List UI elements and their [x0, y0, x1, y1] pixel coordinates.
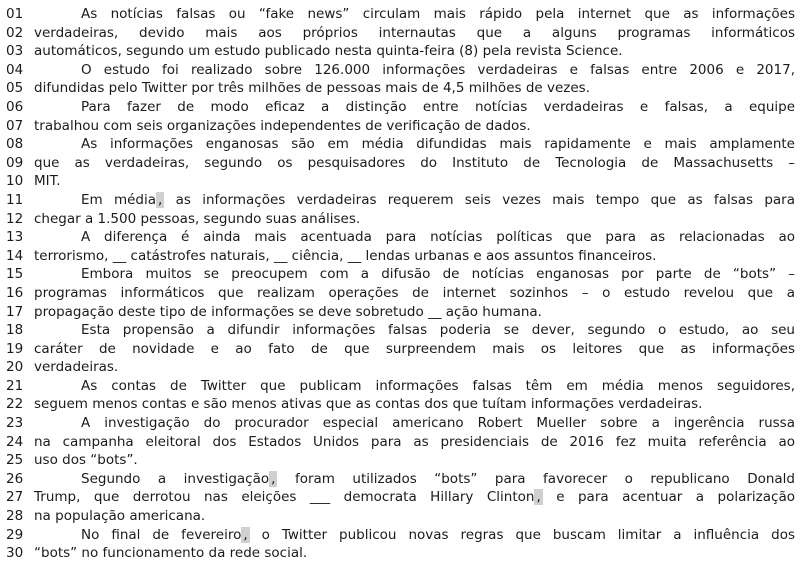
text-line: [0, 265, 800, 284]
text-segment: seguem menos contas e são menos ativas que as contas dos que tuítam informações verdadeiras.: [34, 396, 703, 413]
line-text: [34, 210, 800, 229]
line-text: [34, 247, 800, 266]
text-segment: na população americana.: [34, 508, 206, 525]
text-segment: na campanha eleitoral dos Estados Unidos para as presidenciais de 2016 fez muita referência ao: [34, 433, 795, 450]
text-line: [0, 414, 800, 433]
text-segment: as informações verdadeiras requerem seis vezes mais tempo que as falsas para: [164, 191, 795, 208]
line-number: 30: [6, 545, 24, 562]
line-text: [34, 265, 800, 284]
line-text: [34, 79, 800, 98]
text-segment: Embora muitos se preocupem com a difusão de notícias enganosas por parte de “bots” –: [81, 266, 795, 283]
line-text: [34, 98, 800, 117]
text-segment: Em média: [81, 191, 157, 208]
text-line: [0, 79, 800, 98]
highlighted-comma: ,: [158, 191, 163, 208]
text-line: [0, 61, 800, 80]
text-line: [0, 526, 800, 545]
line-text: [34, 42, 800, 61]
highlighted-comma: ,: [271, 470, 276, 487]
line-text: [34, 395, 800, 414]
text-line: [0, 284, 800, 303]
line-text: [34, 544, 800, 563]
line-text: [34, 24, 800, 43]
text-line: [0, 321, 800, 340]
text-line: [0, 228, 800, 247]
line-number: 06: [6, 98, 24, 115]
text-segment: o Twitter publicou novas regras que buscam limitar a influência dos: [249, 526, 795, 543]
text-segment: O estudo foi realizado sobre 126.000 informações verdadeiras e falsas entre 2006 e 2017,: [81, 61, 795, 78]
text-segment: Trump, que derrotou nas eleições ___ democrata Hillary Clinton: [34, 489, 535, 506]
text-line: [0, 135, 800, 154]
text-line: [0, 358, 800, 377]
text-segment: As contas de Twitter que publicam informações falsas têm em média menos seguidores,: [81, 377, 795, 394]
text-lines: [0, 5, 800, 563]
text-segment: e para acentuar a polarização: [542, 489, 795, 506]
text-line: [0, 470, 800, 489]
line-number: 28: [6, 508, 24, 525]
text-line: [0, 303, 800, 322]
text-segment: difundidas pelo Twitter por três milhões de pessoas mais de 4,5 milhões de vezes.: [34, 80, 590, 97]
line-number: 01: [6, 6, 24, 22]
line-text: [34, 414, 800, 433]
line-number: 23: [6, 415, 24, 432]
text-segment: No final de fevereiro: [81, 526, 242, 543]
line-text: [34, 507, 800, 526]
line-text: [34, 228, 800, 247]
text-segment: trabalhou com seis organizações independentes de verificação de dados.: [34, 117, 531, 134]
line-text: [34, 284, 800, 303]
line-text: [34, 61, 800, 80]
line-text: [34, 321, 800, 340]
highlighted-comma: ,: [243, 526, 248, 543]
line-text: [34, 377, 800, 396]
text-segment: “bots” no funcionamento da rede social.: [34, 545, 308, 562]
line-text: [34, 433, 800, 452]
line-number: 25: [6, 452, 24, 469]
line-text: [34, 340, 800, 359]
text-segment: chegar a 1.500 pessoas, segundo suas análises.: [34, 210, 361, 227]
line-text: [34, 117, 800, 136]
line-number: 08: [6, 136, 24, 153]
text-line: [0, 5, 800, 24]
line-number: 20: [6, 359, 24, 376]
text-line: [0, 377, 800, 396]
line-number: 19: [6, 340, 24, 357]
line-text: [34, 135, 800, 154]
text-segment: terrorismo, __ catástrofes naturais, __ ciência, __ lendas urbanas e aos assuntos financeiros.: [34, 247, 657, 264]
line-number: 18: [6, 322, 24, 339]
line-text: [34, 470, 800, 489]
line-number: 11: [6, 191, 24, 208]
text-line: [0, 210, 800, 229]
text-line: [0, 507, 800, 526]
line-number: 07: [6, 117, 24, 134]
line-number: 21: [6, 377, 24, 394]
line-text: [34, 451, 800, 470]
text-segment: Esta propensão a difundir informações falsas poderia se dever, segundo o estudo, ao seu: [81, 322, 795, 339]
text-segment: foram utilizados “bots” para favorecer o republicano Donald: [277, 470, 796, 487]
line-number: 27: [6, 489, 24, 506]
text-line: [0, 451, 800, 470]
line-text: [34, 488, 800, 507]
text-segment: uso dos “bots”.: [34, 452, 138, 469]
text-segment: verdadeiras, devido mais aos próprios internautas que a alguns programas informáticos: [34, 24, 795, 41]
text-segment: que as verdadeiras, segundo os pesquisadores do Instituto de Tecnologia de Massachusetts –: [34, 154, 795, 171]
text-segment: MIT.: [34, 173, 61, 190]
line-number: 29: [6, 526, 24, 543]
line-text: [34, 5, 800, 24]
text-line: [0, 24, 800, 43]
text-segment: A diferença é ainda mais acentuada para notícias políticas que para as relacionadas ao: [81, 229, 795, 246]
text-segment: Segundo a investigação: [81, 470, 270, 487]
line-number: 02: [6, 24, 24, 41]
text-segment: A investigação do procurador especial americano Robert Mueller sobre a ingerência russa: [81, 415, 795, 432]
text-line: [0, 544, 800, 563]
line-text: [34, 172, 800, 191]
line-number: 14: [6, 247, 24, 264]
line-number: 17: [6, 303, 24, 320]
line-number: 15: [6, 266, 24, 283]
text-line: [0, 98, 800, 117]
text-line: [0, 172, 800, 191]
line-text: [34, 303, 800, 322]
line-text: [34, 526, 800, 545]
text-line: [0, 42, 800, 61]
text-segment: programas informáticos que realizam operações de internet sozinhos – o estudo revelou que a: [34, 284, 795, 301]
text-segment: verdadeiras.: [34, 359, 119, 376]
text-line: [0, 340, 800, 359]
text-line: [0, 433, 800, 452]
text-segment: Para fazer de modo eficaz a distinção entre notícias verdadeiras e falsas, a equipe: [81, 98, 795, 115]
line-number: 09: [6, 154, 24, 171]
line-number: 22: [6, 396, 24, 413]
line-number: 04: [6, 61, 24, 78]
line-text: [34, 191, 800, 210]
text-line: [0, 247, 800, 266]
line-number: 05: [6, 80, 24, 97]
text-segment: propagação deste tipo de informações se deve sobretudo __ ação humana.: [34, 303, 542, 320]
line-number: 26: [6, 470, 24, 487]
line-text: [34, 154, 800, 173]
text-line: [0, 488, 800, 507]
line-number: 13: [6, 229, 24, 246]
highlighted-comma: ,: [536, 489, 541, 506]
line-number: 16: [6, 284, 24, 301]
text-segment: As informações enganosas são em média difundidas mais rapidamente e mais amplamente: [81, 136, 795, 153]
text-segment: As notícias falsas ou “fake news” circulam mais rápido pela internet que as informações: [81, 6, 795, 22]
text-line: [0, 395, 800, 414]
text-line: [0, 154, 800, 173]
line-number: 10: [6, 173, 24, 190]
text-line: [0, 191, 800, 210]
line-text: [34, 358, 800, 377]
text-segment: automáticos, segundo um estudo publicado nesta quinta-feira (8) pela revista Science.: [34, 43, 623, 60]
line-number: 12: [6, 210, 24, 227]
text-segment: caráter de novidade e ao fato de que surpreendem mais os leitores que as informações: [34, 340, 795, 357]
line-number: 24: [6, 433, 24, 450]
line-number: 03: [6, 43, 24, 60]
text-line: [0, 117, 800, 136]
